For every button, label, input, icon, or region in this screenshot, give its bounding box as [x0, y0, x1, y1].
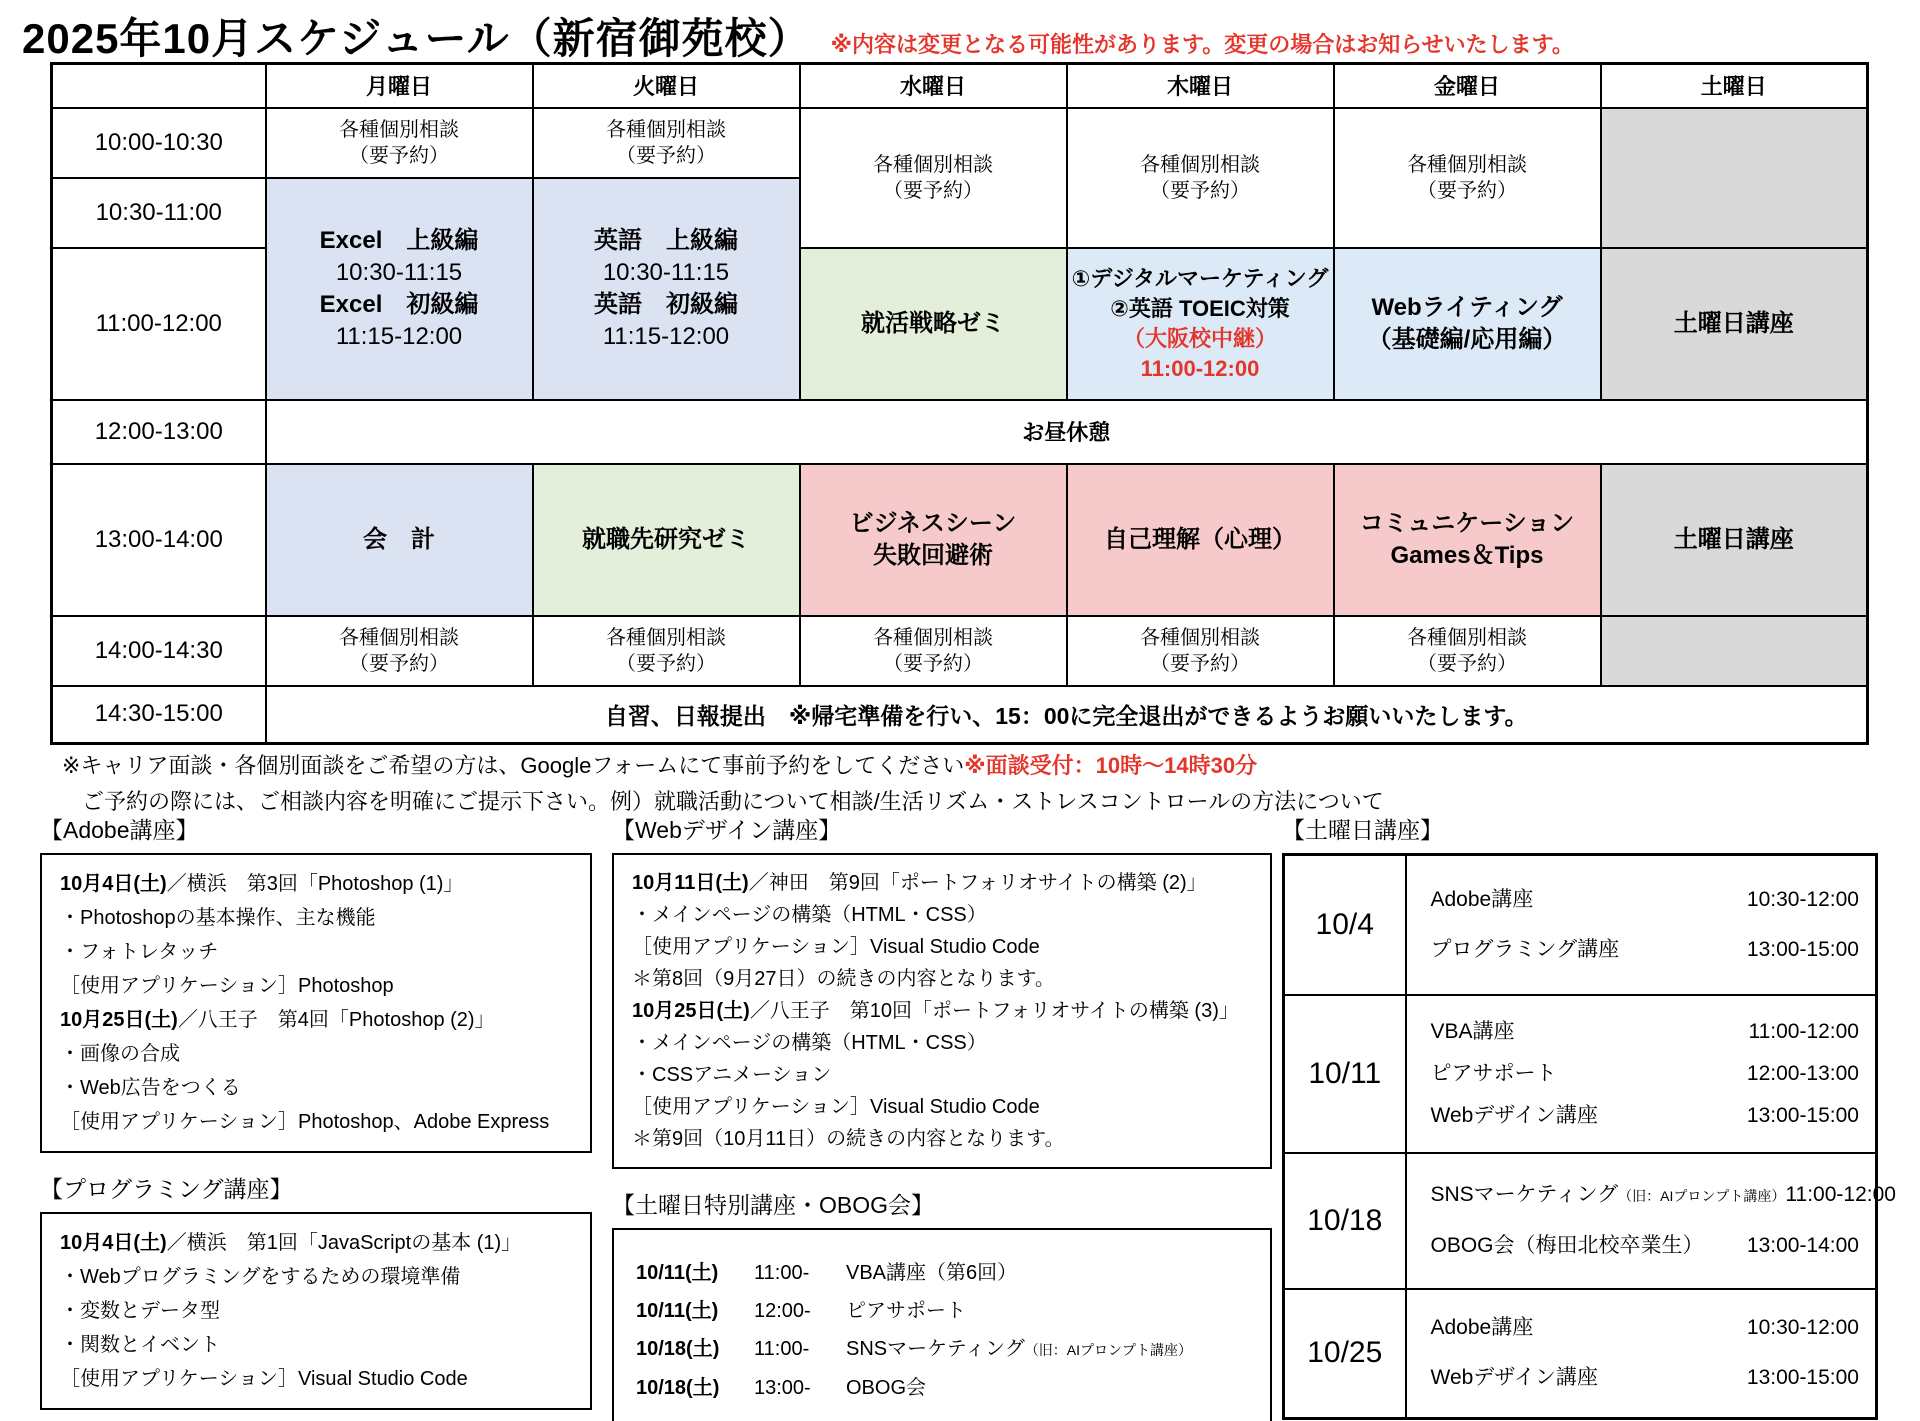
time-slot-1000: 10:00-10:30 [52, 108, 266, 178]
course-title: 土曜日講座 [1673, 309, 1794, 337]
course-name: Webデザイン講座 [1430, 1103, 1598, 1127]
saturday-date: 10/25 [1284, 1289, 1406, 1419]
course-name: Webデザイン講座 [1430, 1366, 1598, 1390]
cell-fri-consult-pm [1334, 616, 1601, 686]
course-time: 11:15-12:00 [335, 322, 463, 350]
day-header-friday: 金曜日 [1334, 64, 1601, 108]
course-title: 就活戦略ゼミ [861, 309, 1005, 337]
time-slot-1100: 11:00-12:00 [52, 248, 266, 400]
saturday-course-table [1282, 853, 1896, 1420]
consult-line1: 各種個別相談 [606, 118, 726, 141]
prog-bullet3: ・関数とイベント [60, 1334, 220, 1356]
cell-sat-empty-am [1601, 108, 1868, 248]
consult-line1: 各種個別相談 [1407, 626, 1527, 649]
event-name-note: （旧：AIプロンプト講座） [1024, 1342, 1192, 1358]
course-time: 10:30-12:00 [1746, 887, 1859, 911]
cell-mon-excel-class [266, 178, 533, 400]
course-name [1431, 1183, 1786, 1208]
cell-thu-psychology [1067, 464, 1334, 616]
course-title: 英語 上級編 [594, 226, 738, 254]
programming-section-heading: 【プログラミング講座】 [40, 1176, 293, 1202]
time-slot-1030: 10:30-11:00 [52, 178, 266, 248]
event-date: 10/11(土) [636, 1262, 719, 1284]
title-disclaimer: ※内容は変更となる可能性があります。変更の場合はお知らせいたします。 [830, 32, 1574, 57]
web-entry1-note: ＊第8回（9月27日）の続きの内容となります。 [632, 968, 1055, 990]
saturday-date: 10/18 [1284, 1153, 1406, 1289]
relay-time: 11:00-12:00 [1140, 355, 1260, 381]
course-name: プログラミング講座 [1430, 937, 1620, 961]
consult-line2: （要予約） [1150, 179, 1250, 202]
course-title: Games＆Tips [1390, 541, 1544, 569]
entry-date: 10月11日(土) [632, 872, 749, 894]
time-slot-1430: 14:30-15:00 [52, 686, 266, 744]
course-entry [1431, 888, 1860, 912]
obog-section-heading: 【土曜日特別講座・OBOG会】 [612, 1192, 935, 1218]
event-date: 10/18(土) [636, 1377, 720, 1399]
cell-fri-communication [1334, 464, 1601, 616]
cell-wed-seminar [800, 248, 1067, 400]
course-title: ビジネスシーン [849, 509, 1017, 537]
course-entry [1431, 938, 1860, 962]
note-line1-red: ※面談受付：10時～14時30分 [964, 753, 1258, 778]
adobe-section-heading: 【Adobe講座】 [40, 817, 199, 843]
course-title: 会 計 [363, 525, 435, 553]
course-time: 13:00-14:00 [1746, 1234, 1859, 1257]
weekly-schedule-table [50, 62, 1869, 745]
entry-date: 10月4日(土) [60, 873, 167, 895]
event-time: 12:00- [754, 1300, 811, 1322]
entry-rest: ／横浜 第3回「Photoshop (1)」 [166, 873, 464, 895]
course-title: ②英語 TOEIC対策 [1110, 295, 1290, 321]
entry-rest: ／神田 第9回「ポートフォリオサイトの構築 (2)」 [748, 872, 1207, 894]
course-time: 13:00-15:00 [1746, 1103, 1859, 1127]
cell-mon-accounting [266, 464, 533, 616]
saturday-row-courses [1406, 1153, 1896, 1289]
course-name: OBOG会（梅田北校卒業生） [1430, 1234, 1704, 1257]
consult-line2: （要予約） [1417, 652, 1517, 675]
course-entry [1431, 1234, 1860, 1258]
cell-closing: 自習、日報提出 ※帰宅準備を行い、15：00に完全退出ができるようお願いいたします。 [266, 686, 1868, 744]
column-left [40, 812, 592, 1410]
time-slot-1300: 13:00-14:00 [52, 464, 266, 616]
course-time: 10:30-11:15 [602, 258, 730, 286]
saturday-date: 10/11 [1284, 995, 1406, 1153]
event-time: 11:00- [754, 1262, 810, 1284]
web-entry1-app: ［使用アプリケーション］Visual Studio Code [632, 936, 1040, 958]
course-title: Excel 上級編 [319, 226, 479, 254]
cell-thu-consult-pm [1067, 616, 1334, 686]
course-title: 英語 初級編 [594, 290, 738, 318]
course-title: （基礎編/応用編） [1367, 325, 1567, 353]
consult-line1: 各種個別相談 [873, 626, 993, 649]
entry-date: 10月25日(土) [60, 1009, 178, 1031]
adobe-entry1-title [60, 867, 572, 901]
cell-wed-business [800, 464, 1067, 616]
relay-note: （大阪校中継） [1122, 325, 1277, 351]
adobe-entry1-app: ［使用アプリケーション］Photoshop [60, 975, 394, 997]
saturday-section-heading: 【土曜日講座】 [1282, 817, 1443, 843]
course-time: 11:00-12:00 [1748, 1019, 1859, 1043]
entry-rest: ／八王子 第10回「ポートフォリオサイトの構築 (3)」 [749, 1000, 1239, 1022]
consult-line2: （要予約） [616, 144, 716, 167]
time-slot-1200: 12:00-13:00 [52, 400, 266, 464]
prog-bullet1: ・Webプログラミングをするための環境準備 [60, 1266, 461, 1288]
consult-line2: （要予約） [616, 652, 716, 675]
saturday-row-courses [1406, 995, 1877, 1153]
event-name: SNSマーケティング [846, 1338, 1025, 1360]
saturday-row-courses [1406, 1289, 1877, 1419]
course-title: Webライティング [1371, 293, 1563, 321]
reservation-notes [62, 748, 1384, 820]
title-row [22, 6, 1574, 66]
day-header-wednesday: 水曜日 [800, 64, 1067, 108]
course-name: ピアサポート [1430, 1061, 1557, 1085]
cell-wed-consult-pm [800, 616, 1067, 686]
adobe-entry2-bullet1: ・画像の合成 [60, 1043, 180, 1065]
saturday-date: 10/4 [1284, 855, 1406, 995]
column-right [1282, 812, 1896, 1420]
adobe-course-box [40, 853, 592, 1153]
course-time: 12:00-13:00 [1746, 1061, 1859, 1085]
course-title: ①デジタルマーケティング [1071, 265, 1329, 291]
cell-sat-course-pm [1601, 464, 1868, 616]
course-name-note: （旧：AIプロンプト講座） [1618, 1188, 1786, 1204]
course-title: 土曜日講座 [1673, 525, 1794, 553]
webdesign-course-box [612, 853, 1272, 1169]
adobe-entry2-app: ［使用アプリケーション］Photoshop、Adobe Express [60, 1111, 550, 1133]
day-header-thursday: 木曜日 [1067, 64, 1334, 108]
consult-line1: 各種個別相談 [339, 118, 459, 141]
time-slot-1400: 14:00-14:30 [52, 616, 266, 686]
cell-thu-consult-am [1067, 108, 1334, 248]
consult-line2: （要予約） [349, 144, 449, 167]
event-name: ピアサポート [846, 1300, 966, 1322]
consult-line2: （要予約） [1150, 652, 1250, 675]
note-line1-black: ※キャリア面談・各個別面談をご希望の方は、Googleフォームにて事前予約をしてください [62, 753, 965, 778]
consult-line1: 各種個別相談 [1407, 153, 1527, 176]
course-entry [1431, 1020, 1860, 1044]
web-entry2-bullet2: ・CSSアニメーション [632, 1064, 832, 1086]
event-name: VBA講座（第6回） [846, 1262, 1018, 1284]
consult-line2: （要予約） [883, 179, 983, 202]
cell-mon-consult-pm [266, 616, 533, 686]
course-name: VBA講座 [1430, 1019, 1515, 1043]
saturday-special-box [612, 1228, 1272, 1421]
prog-bullet2: ・変数とデータ型 [60, 1300, 220, 1322]
adobe-entry2-title [60, 1003, 572, 1037]
consult-line2: （要予約） [349, 652, 449, 675]
cell-tue-consult-pm [533, 616, 800, 686]
column-middle [612, 812, 1272, 1421]
course-entry [1431, 1366, 1860, 1390]
adobe-entry1-bullet2: ・フォトレタッチ [60, 941, 219, 963]
course-entry [1431, 1316, 1860, 1340]
web-entry1-title [632, 867, 1252, 899]
entry-rest: ／八王子 第4回「Photoshop (2)」 [177, 1009, 495, 1031]
event-date: 10/18(土) [636, 1338, 720, 1360]
adobe-entry1-bullet1: ・Photoshopの基本操作、主な機能 [60, 907, 376, 929]
course-name-main: SNSマーケティング [1430, 1183, 1619, 1206]
obog-row-3 [636, 1330, 1248, 1369]
course-title: 自己理解（心理） [1104, 525, 1296, 553]
obog-row-1 [636, 1254, 1248, 1292]
day-header-monday: 月曜日 [266, 64, 533, 108]
consult-line2: （要予約） [883, 652, 983, 675]
course-title: 失敗回避術 [873, 541, 993, 569]
web-entry2-title [632, 995, 1252, 1027]
consult-line1: 各種個別相談 [873, 153, 993, 176]
course-title: Excel 初級編 [319, 290, 479, 318]
cell-wed-consult-am [800, 108, 1067, 248]
cell-thu-seminar [1067, 248, 1334, 400]
adobe-entry2-bullet2: ・Web広告をつくる [60, 1077, 241, 1099]
note-line-2: ご予約の際には、ご相談内容を明確にご提示下さい。例）就職活動について相談/生活リズム・ストレスコントロールの方法について [82, 789, 1384, 814]
cell-tue-consult-am [533, 108, 800, 178]
entry-date: 10月4日(土) [60, 1232, 167, 1254]
course-time: 10:30-11:15 [335, 258, 463, 286]
consult-line1: 各種個別相談 [1140, 626, 1260, 649]
saturday-row-courses [1406, 855, 1877, 995]
webdesign-section-heading: 【Webデザイン講座】 [612, 817, 842, 843]
consult-line2: （要予約） [1417, 179, 1517, 202]
web-entry2-app: ［使用アプリケーション］Visual Studio Code [632, 1096, 1040, 1118]
consult-line1: 各種個別相談 [606, 626, 726, 649]
entry-date: 10月25日(土) [632, 1000, 750, 1022]
day-header-saturday: 土曜日 [1601, 64, 1868, 108]
cell-tue-english-class [533, 178, 800, 400]
corner-cell [52, 64, 266, 108]
consult-line1: 各種個別相談 [1140, 153, 1260, 176]
event-date: 10/11(土) [636, 1300, 719, 1322]
prog-entry-title [60, 1226, 572, 1260]
cell-lunch-break: お昼休憩 [266, 400, 1868, 464]
entry-rest: ／横浜 第1回「JavaScriptの基本 (1)」 [166, 1232, 522, 1254]
course-time: 11:00-12:00 [1785, 1183, 1896, 1206]
course-time: 11:15-12:00 [602, 322, 730, 350]
day-header-tuesday: 火曜日 [533, 64, 800, 108]
course-time: 13:00-15:00 [1746, 1366, 1859, 1390]
course-name: Adobe講座 [1430, 887, 1534, 911]
course-title: コミュニケーション [1359, 509, 1575, 537]
course-name: Adobe講座 [1430, 1316, 1534, 1340]
cell-sat-course-am [1601, 248, 1868, 400]
course-time: 13:00-15:00 [1746, 937, 1859, 961]
course-entry [1431, 1104, 1860, 1128]
web-entry2-bullet1: ・メインページの構築（HTML・CSS） [632, 1032, 987, 1054]
cell-fri-consult-am [1334, 108, 1601, 248]
prog-app: ［使用アプリケーション］Visual Studio Code [60, 1368, 468, 1390]
event-time: 13:00- [754, 1377, 811, 1399]
consult-line1: 各種個別相談 [339, 626, 459, 649]
course-time: 10:30-12:00 [1746, 1316, 1859, 1340]
course-entry [1430, 1183, 1896, 1208]
web-entry2-note: ＊第9回（10月11日）の続きの内容となります。 [632, 1128, 1065, 1150]
cell-mon-consult-am [266, 108, 533, 178]
cell-sat-empty-pm [1601, 616, 1868, 686]
note-line-1 [62, 748, 1384, 784]
course-entry [1431, 1062, 1860, 1086]
cell-fri-seminar [1334, 248, 1601, 400]
obog-row-2 [636, 1292, 1248, 1330]
page-title: 2025年10月スケジュール（新宿御苑校） [22, 15, 811, 62]
programming-course-box [40, 1212, 592, 1410]
web-entry1-bullet1: ・メインページの構築（HTML・CSS） [632, 904, 987, 926]
course-title: 就職先研究ゼミ [582, 525, 750, 553]
event-name: OBOG会 [846, 1377, 927, 1399]
cell-tue-research-seminar [533, 464, 800, 616]
obog-row-4 [636, 1369, 1248, 1407]
event-time: 11:00- [754, 1338, 810, 1360]
